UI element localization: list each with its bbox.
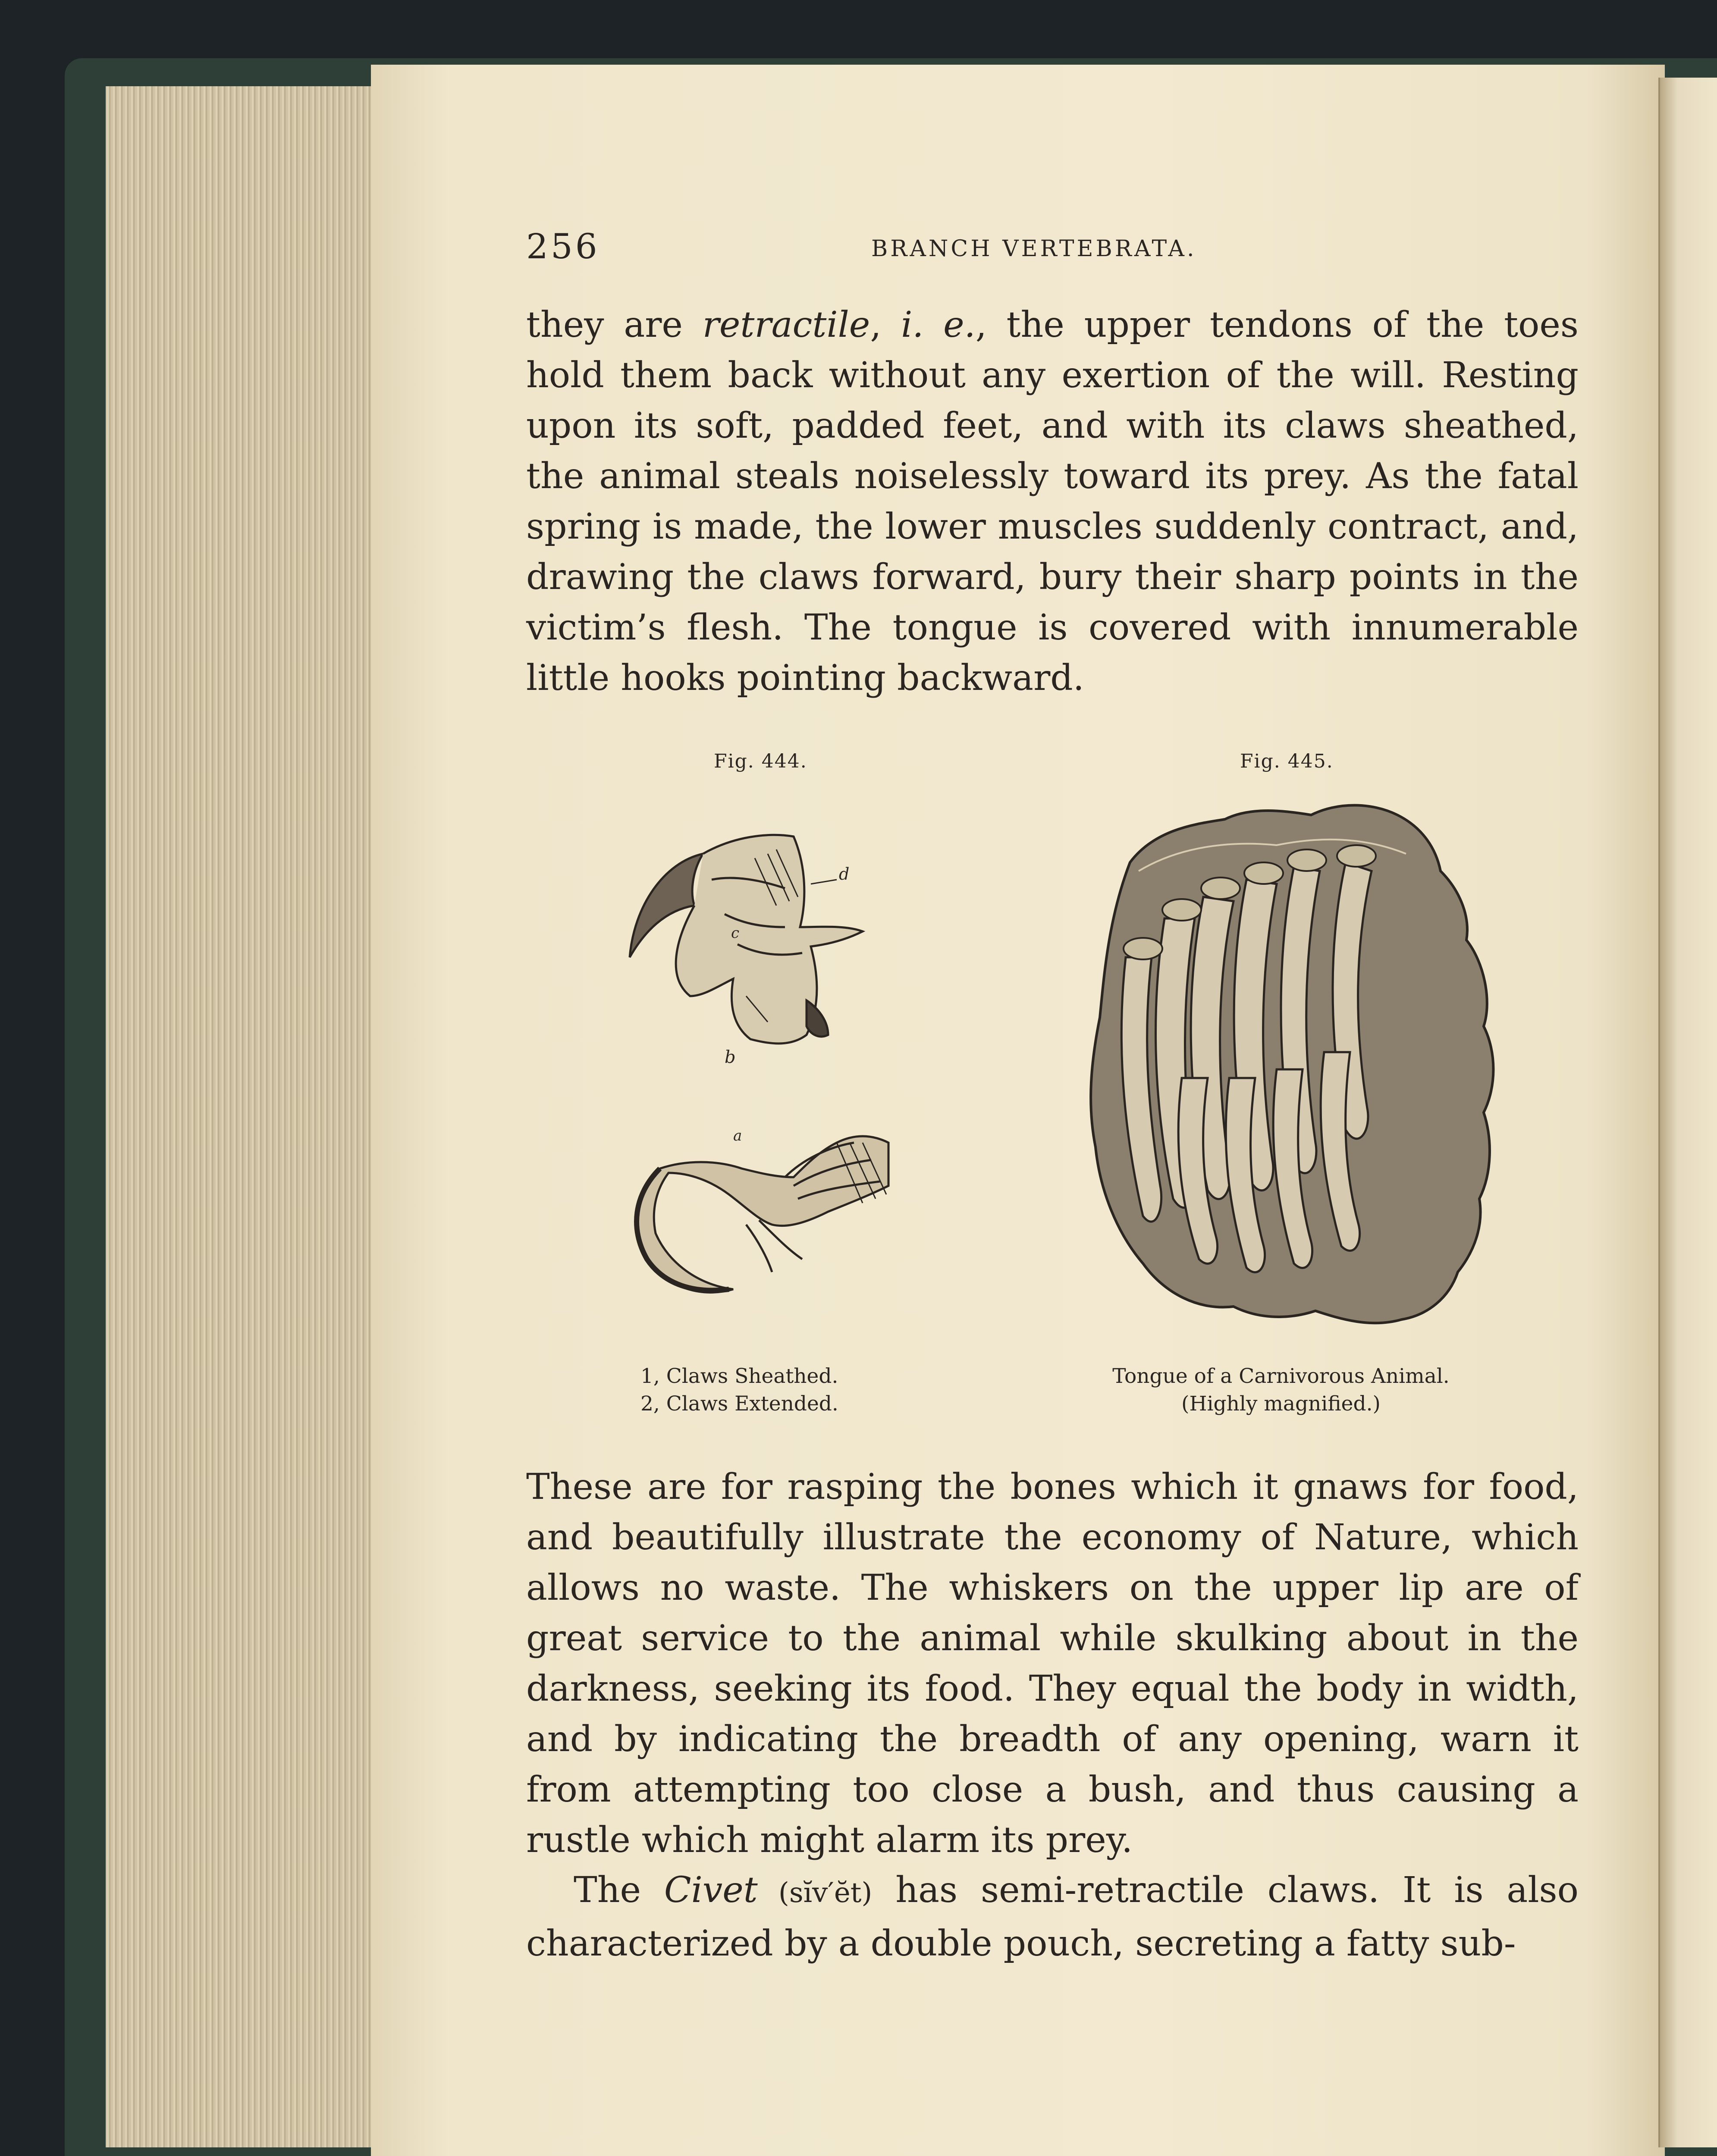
pronunciation: (sĭv′ĕt) — [757, 1877, 873, 1909]
text-segment: has semi-retractile claws. It is also characterized by a double pouch, secreting a fatty sub- — [526, 1870, 1579, 1964]
text-segment: The — [574, 1870, 664, 1911]
page-edges — [106, 86, 376, 2147]
label-a: a — [733, 1127, 742, 1144]
running-title: BRANCH VERTEBRATA. — [871, 236, 1197, 262]
figure-445-caption — [1087, 1363, 1475, 1418]
text-segment: , — [870, 304, 901, 345]
figure-444-label: Fig. 444. — [714, 750, 807, 772]
label-d: d — [839, 865, 850, 884]
caption-line: (Highly magnified.) — [1181, 1392, 1381, 1416]
italic-term: retractile — [702, 304, 870, 345]
figure-445-label: Fig. 445. — [1240, 750, 1334, 772]
tongue-illustration — [1070, 776, 1501, 1358]
text-segment: they are — [526, 304, 703, 345]
paragraph-2 — [526, 1462, 1579, 1865]
page-number: 256 — [526, 226, 600, 266]
text-segment: , the upper tendons of the toes hold them back without any exertion of the will. Resting upon its soft, padded feet, and with its claws sheathed, the animal steals noiselessly toward its prey. As the fatal spring is made, the lower muscles suddenly contract, and, drawing the claws forward, bury their sharp points in the victim’s flesh. The tongue is covered with innumerable little hooks pointing backward. — [526, 304, 1579, 699]
label-b: b — [725, 1047, 736, 1067]
italic-term: Civet — [664, 1870, 758, 1911]
claw-extended-drawing — [637, 1136, 888, 1292]
claw-sheathed-drawing — [630, 835, 863, 1044]
paragraph-1 — [526, 300, 1579, 703]
caption-line: 2, Claws Extended. — [640, 1392, 838, 1416]
italic-term: i. e. — [901, 304, 976, 345]
paragraph-text: These are for rasping the bones which it gnaws for food, and beautifully illustrate the economy of Nature, which allows no waste. The whiskers on the upper lip are of great service to the animal while skulking about in the darkness, seeking its food. They equal the body in width, and by indicating the breadth of any opening, warn it from attempting too close a bush, and thus causing a rustle which might alarm its prey. — [526, 1467, 1579, 1861]
facing-page-edge — [1658, 78, 1717, 2147]
label-c: c — [731, 924, 740, 942]
caption-line: Tongue of a Carnivorous Animal. — [1112, 1364, 1450, 1388]
paragraph-3 — [526, 1865, 1579, 1969]
claws-illustration — [604, 815, 940, 1332]
figure-444-caption — [640, 1363, 838, 1418]
running-head — [526, 226, 1579, 270]
caption-line: 1, Claws Sheathed. — [640, 1364, 838, 1388]
